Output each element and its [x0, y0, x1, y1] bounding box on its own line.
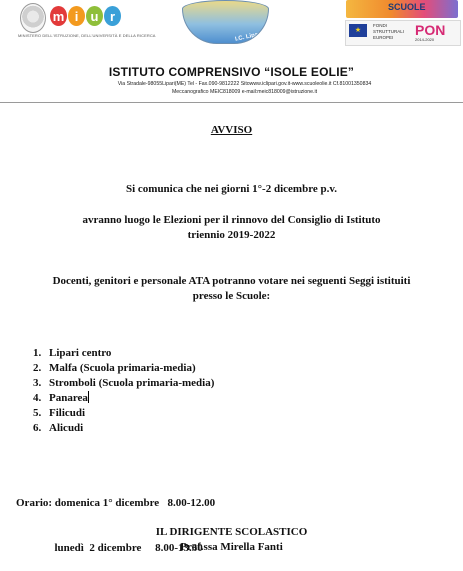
list-label: Panarea	[49, 392, 88, 404]
notice-line: presso le Scuole:	[192, 290, 271, 302]
list-label: Filicudi	[49, 407, 86, 419]
scuole-logo	[346, 0, 458, 18]
list-number: 4.	[33, 392, 42, 404]
school-logo-label: I.C. Lipari	[234, 31, 263, 43]
list-number: 2.	[33, 362, 42, 374]
pon-subtext: 2014-2020	[415, 37, 435, 42]
pon-logo	[345, 20, 461, 46]
notice-line: Docenti, genitori e personale ATA potranno votare nei seguenti Seggi istituiti	[52, 275, 411, 287]
list-item	[33, 391, 214, 406]
ministry-caption: MINISTERO DELL'ISTRUZIONE, DELL'UNIVERSITÀ E DELLA RICERCA	[18, 33, 156, 38]
miur-letter: m	[50, 6, 67, 26]
list-label: Lipari centro	[49, 347, 112, 359]
schedule-block	[16, 466, 215, 571]
notice-line: triennio 2019-2022	[187, 229, 276, 241]
miur-logo	[50, 6, 121, 26]
list-item	[33, 361, 214, 376]
fondi-text: FONDI STRUTTURALI EUROPEI	[373, 23, 405, 40]
signature-role: IL DIRIGENTE SCOLASTICO	[155, 526, 308, 538]
schedule-line: Orario: domenica 1° dicembre 8.00-12.00	[16, 497, 216, 509]
header-divider	[0, 102, 463, 103]
miur-letter: r	[104, 6, 121, 26]
list-label: Malfa (Scuola primaria-media)	[49, 362, 196, 374]
institute-name: ISTITUTO COMPRENSIVO “ISOLE EOLIE”	[108, 65, 355, 79]
notice-title: AVVISO	[210, 124, 253, 136]
text-cursor	[88, 391, 89, 403]
list-label: Stromboli (Scuola primaria-media)	[49, 377, 215, 389]
eu-flag-icon: ★	[349, 24, 367, 37]
notice-line: avranno luogo le Elezioni per il rinnovo del Consiglio di Istituto	[82, 214, 381, 226]
signature-name: Prof.ssa Mirella Fanti	[180, 541, 283, 553]
list-item	[33, 346, 214, 361]
republic-emblem-icon	[20, 3, 46, 33]
schedule-line: lunedì 2 dicembre 8.00-13.30	[16, 542, 203, 554]
notice-line: Si comunica che nei giorni 1°-2 dicembre p.v.	[125, 183, 338, 195]
list-number: 3.	[33, 377, 42, 389]
list-item	[33, 421, 214, 436]
list-item	[33, 376, 214, 391]
miur-letter: u	[86, 6, 103, 26]
miur-letter: i	[68, 6, 85, 26]
pon-text: PON	[415, 22, 446, 38]
list-number: 1.	[33, 347, 42, 359]
scuole-logo-text: SCUOLE	[388, 2, 426, 12]
list-label: Alicudi	[49, 422, 84, 434]
list-number: 5.	[33, 407, 42, 419]
list-number: 6.	[33, 422, 42, 434]
list-item	[33, 406, 214, 421]
institute-info	[72, 80, 417, 96]
institute-contact-line: Meccanografico MEIC818009 e-mail:meic818009@istruzione.it	[171, 89, 318, 95]
seggi-list	[33, 346, 214, 436]
school-logo	[182, 0, 269, 44]
institute-address-line: Via Stradale-98055Lipari(ME) Tel - Fax.090-9812222 Sitowww.iclipari.gov.it-www.scuoleolie.it Cf.81001350834	[117, 81, 372, 87]
